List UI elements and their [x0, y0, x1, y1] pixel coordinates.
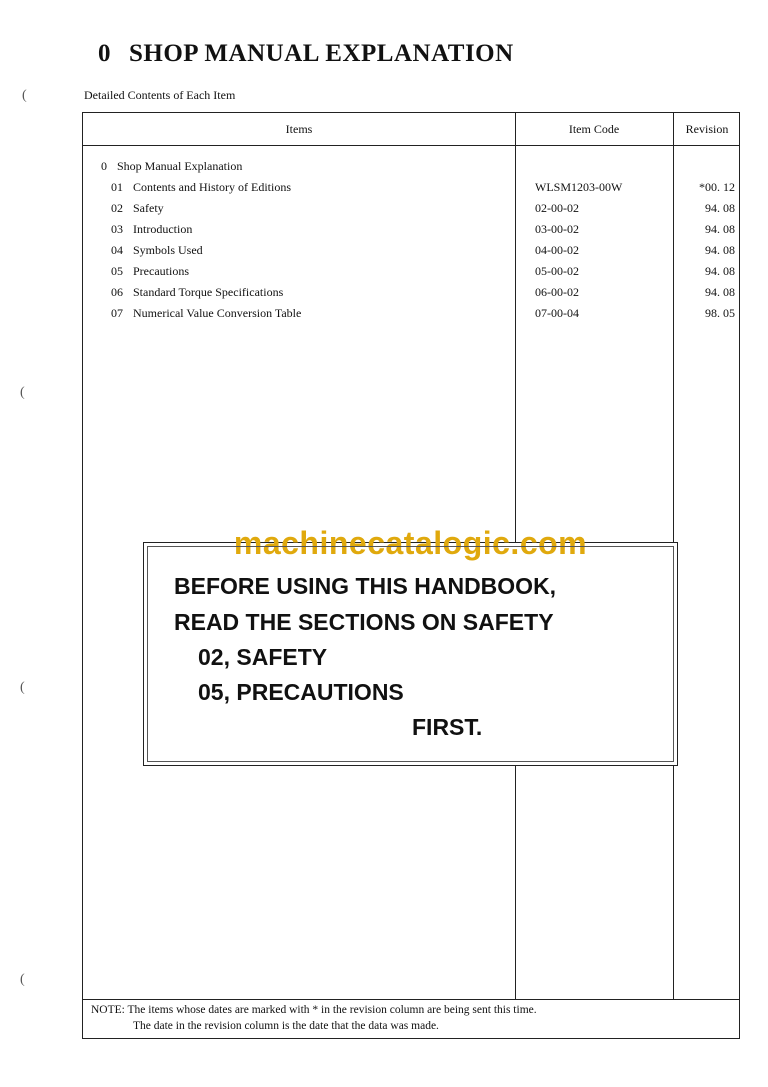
table-row [83, 222, 739, 242]
table-row [83, 243, 739, 263]
footnote [83, 1000, 739, 1038]
binder-hole-mark: ( [22, 88, 27, 103]
row-item-code: 02-00-02 [535, 201, 579, 215]
footnote-line-2: The date in the revision column is the date that the data was made. [133, 1020, 439, 1032]
chapter-title: SHOP MANUAL EXPLANATION [129, 40, 514, 67]
notice-line-3: 02, SAFETY [198, 644, 328, 670]
row-number: 02 [111, 201, 123, 215]
column-header-item-code: Item Code [568, 122, 620, 136]
row-title: Standard Torque Specifications [133, 285, 284, 299]
page-title [98, 40, 514, 68]
table-row [83, 306, 739, 326]
binder-hole-mark: ( [20, 972, 25, 987]
watermark-text: machinecatalogic.com [233, 525, 588, 561]
binder-hole-mark: ( [20, 680, 25, 695]
table-row [83, 285, 739, 305]
table-row [83, 180, 739, 200]
row-title: Numerical Value Conversion Table [133, 306, 302, 320]
row-item-code: 04-00-02 [535, 243, 579, 257]
notice-line-2: READ THE SECTIONS ON SAFETY [174, 609, 554, 635]
footnote-line-1: NOTE: The items whose dates are marked with * in the revision column are being sent this time. [91, 1004, 537, 1016]
row-number: 01 [111, 180, 123, 194]
row-title: Contents and History of Editions [133, 180, 291, 194]
row-item-code: WLSM1203-00W [535, 180, 623, 194]
column-header-revision: Revision [685, 122, 729, 136]
notice-line-1: BEFORE USING THIS HANDBOOK, [174, 573, 557, 599]
row-item-code: 07-00-04 [535, 306, 579, 320]
notice-line-4: 05, PRECAUTIONS [198, 679, 404, 705]
row-number: 04 [111, 243, 123, 257]
chapter-number: 0 [98, 40, 111, 67]
row-item-code: 05-00-02 [535, 264, 579, 278]
row-title: Introduction [133, 222, 193, 236]
table-row [83, 264, 739, 284]
table-row [83, 201, 739, 221]
section-heading [101, 159, 242, 174]
row-revision: 94. 08 [705, 222, 735, 236]
page-subtitle: Detailed Contents of Each Item [84, 88, 236, 102]
row-revision: 94. 08 [705, 285, 735, 299]
binder-hole-mark: ( [20, 385, 25, 400]
header-divider [83, 145, 739, 146]
row-title: Precautions [133, 264, 189, 278]
section-number: 0 [101, 159, 107, 173]
row-number: 05 [111, 264, 123, 278]
row-revision: 98. 05 [705, 306, 735, 320]
row-number: 07 [111, 306, 123, 320]
row-item-code: 06-00-02 [535, 285, 579, 299]
section-title: Shop Manual Explanation [117, 159, 243, 173]
row-revision: *00. 12 [699, 180, 735, 194]
row-item-code: 03-00-02 [535, 222, 579, 236]
row-number: 03 [111, 222, 123, 236]
row-title: Safety [133, 201, 164, 215]
row-number: 06 [111, 285, 123, 299]
row-title: Symbols Used [133, 243, 203, 257]
row-revision: 94. 08 [705, 243, 735, 257]
notice-line-5: FIRST. [412, 714, 483, 740]
row-revision: 94. 08 [705, 264, 735, 278]
row-revision: 94. 08 [705, 201, 735, 215]
safety-notice-box [143, 525, 678, 766]
column-header-items: Items [285, 122, 313, 136]
